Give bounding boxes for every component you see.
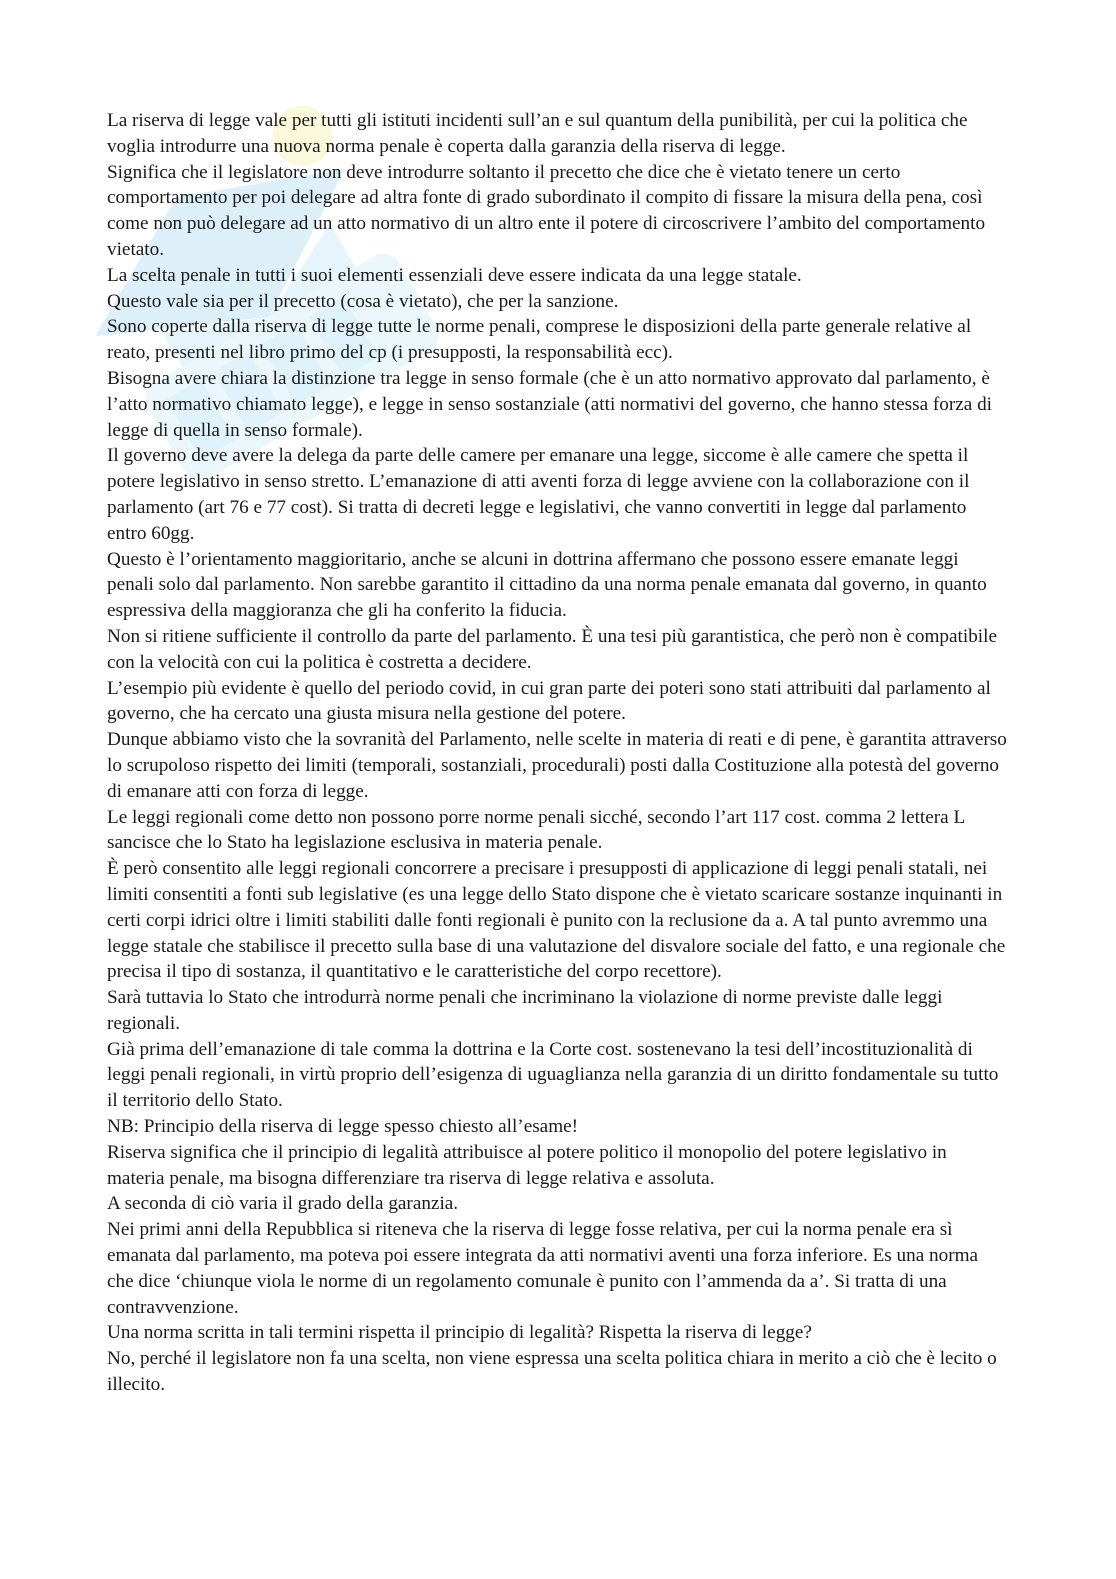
paragraph-18: A seconda di ciò varia il grado della garanzia.	[107, 1193, 459, 1215]
paragraph-11: Dunque abbiamo visto che la sovranità del Parlamento, nelle scelte in materia di reati e di pene, è garantita attraverso lo scrupoloso rispetto dei limiti (temporali, sostanziali, procedurali) posti dalla Costituzione alla potestà del governo di emanare atti con forza di legge.	[107, 729, 1007, 802]
paragraph-10: L’esempio più evidente è quello del periodo covid, in cui gran parte dei poteri sono stati attribuiti dal parlamento al governo, che ha cercato una giusta misura nella gestione del potere.	[107, 677, 991, 725]
paragraph-3: La scelta penale in tutti i suoi elementi essenziali deve essere indicata da una legge statale.	[107, 264, 802, 286]
paragraph-17: Riserva significa che il principio di legalità attribuisce al potere politico il monopolio del potere legislativo in materia penale, ma bisogna differenziare tra riserva di legge relativa e assoluta.	[107, 1141, 947, 1189]
paragraph-19: Nei primi anni della Repubblica si riteneva che la riserva di legge fosse relativa, per cui la norma penale era sì emanata dal parlamento, ma poteva poi essere integrata da atti normativi aventi una forza inferiore. Es una norma che dice ‘chiunque viola le norme di un regolamento comunale è punito con l’ammenda da a’. Si tratta di una contravvenzione.	[107, 1219, 979, 1318]
paragraph-1: La riserva di legge vale per tutti gli istituti incidenti sull’an e sul quantum della punibilità, per cui la politica che voglia introdurre una nuova norma penale è coperta dalla garanzia della riserva di legge.	[107, 110, 968, 157]
paragraph-15: Già prima dell’emanazione di tale comma la dottrina e la Corte cost. sostenevano la tesi dell’incostituzionalità di leggi penali regionali, in virtù proprio dell’esigenza di uguaglianza nella garanzia di un diritto fondamentale su tutto il territorio dello Stato.	[107, 1038, 999, 1112]
paragraph-21: No, perché il legislatore non fa una scelta, non viene espressa una scelta politica chiara in merito a ciò che è lecito o illecito.	[107, 1348, 997, 1396]
paragraph-5: Sono coperte dalla riserva di legge tutte le norme penali, comprese le disposizioni della parte generale relative al reato, presenti nel libro primo del cp (i presupposti, la responsabilità ecc).	[107, 316, 972, 364]
paragraph-8: Questo è l’orientamento maggioritario, anche se alcuni in dottrina affermano che possono essere emanate leggi penali solo dal parlamento. Non sarebbe garantito il cittadino da una norma penale emanata dal governo, in quanto espressiva della maggioranza che gli ha conferito la fiducia.	[107, 548, 987, 622]
paragraph-13: È però consentito alle leggi regionali concorrere a precisare i presupposti di applicazione di leggi penali statali, nei limiti consentiti a fonti sub legislative (es una legge dello Stato dispone che è vietato scaricare sostanze inquinanti in certi corpi idrici oltre i limiti stabiliti dalle fonti regionali è punito con la reclusione da a. A tal punto avremmo una legge statale che stabilisce il precetto sulla base di una valutazione del disvalore sociale del fatto, e una regionale che precisa il tipo di sostanza, il quantitativo e le caratteristiche del corpo recettore).	[107, 858, 1006, 983]
paragraph-7: Il governo deve avere la delega da parte delle camere per emanare una legge, siccome è alle camere che spetta il potere legislativo in senso stretto. L’emanazione di atti aventi forza di legge avviene con la collaborazione con il parlamento (art 76 e 77 cost). Si tratta di decreti legge e legislativi, che vanno convertiti in legge dal parlamento entro 60gg.	[107, 445, 970, 544]
document-body	[107, 108, 1007, 1398]
paragraph-6: Bisogna avere chiara la distinzione tra legge in senso formale (che è un atto normativo approvato dal parlamento, è l’atto normativo chiamato legge), e legge in senso sostanziale (atti normativi del governo, che hanno stessa forza di legge di quella in senso formale).	[107, 367, 993, 441]
paragraph-2: Significa che il legislatore non deve introdurre soltanto il precetto che dice che è vietato tenere un certo comportamento per poi delegare ad altra fonte di grado subordinato il compito di fissare la misura della pena, così come non può delegare ad un atto normativo di un altro ente il potere di circoscrivere l’ambito del comportamento vietato.	[107, 161, 986, 260]
paragraph-9: Non si ritiene sufficiente il controllo da parte del parlamento. È una tesi più garantistica, che però non è compatibile con la velocità con cui la politica è costretta a decidere.	[107, 625, 997, 673]
paragraph-4: Questo vale sia per il precetto (cosa è vietato), che per la sanzione.	[107, 290, 619, 312]
paragraph-14: Sarà tuttavia lo Stato che introdurrà norme penali che incriminano la violazione di norme previste dalle leggi regionali.	[107, 987, 943, 1034]
paragraph-12: Le leggi regionali come detto non possono porre norme penali sicché, secondo l’art 117 cost. comma 2 lettera L sancisce che lo Stato ha legislazione esclusiva in materia penale.	[107, 806, 965, 854]
paragraph-16: NB: Principio della riserva di legge spesso chiesto all’esame!	[107, 1116, 579, 1138]
paragraph-20: Una norma scritta in tali termini rispetta il principio di legalità? Rispetta la riserva di legge?	[107, 1322, 812, 1344]
